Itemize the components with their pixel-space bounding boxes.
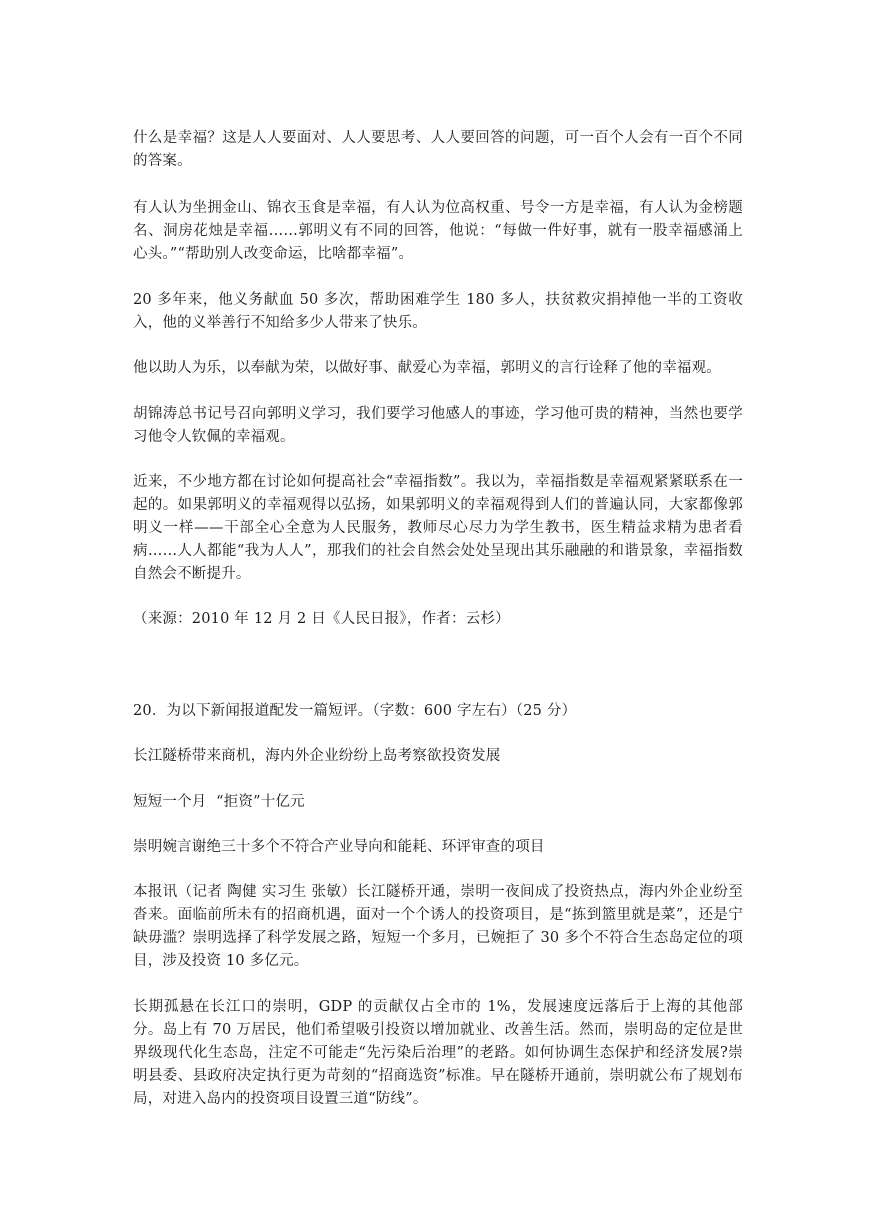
news-body-paragraph-2: 长期孤悬在长江口的崇明，GDP 的贡献仅占全市的 1%，发展速度远落后于上海的其他部分。岛上有 70 万居民，他们希望吸引投资以增加就业、改善生活。然而，崇明岛的定位是世界级现代化生态岛，注定不可能走“先污染后治理”的老路。如何协调生态保护和经济发展?崇明县委、县政府决定执行更为苛刻的“招商选资”标准。早在隧桥开通前，崇明就公布了规划布局，对进入岛内的投资项目设置三道“防线”。 [133, 999, 743, 1107]
paragraph-learn-from-guo: 胡锦涛总书记号召向郭明义学习，我们要学习他感人的事迹，学习他可贵的精神，当然也要学习他令人钦佩的幸福观。 [133, 406, 743, 445]
news-headline-main: 长江隧桥带来商机，海内外企业纷纷上岛考察欲投资发展 [133, 748, 501, 764]
news-headline-sub: 短短一个月 “拒资”十亿元 [133, 794, 305, 810]
news-body-paragraph-1: 本报讯（记者 陶健 实习生 张敏）长江隧桥开通，崇明一夜间成了投资热点，海内外企业纷至沓来。面临前所未有的招商机遇，面对一个个诱人的投资项目，是“拣到篮里就是菜”，还是宁缺毋滥？崇明选择了科学发展之路，短短一个多月，已婉拒了 30 多个不符合生态岛定位的项目，涉及投资 10 多亿元。 [133, 884, 743, 969]
paragraph-what-is-happiness: 什么是幸福？这是人人要面对、人人要思考、人人要回答的问题，可一百个人会有一百个不同的答案。 [133, 130, 743, 169]
news-headline-deck: 崇明婉言谢绝三十多个不符合产业导向和能耗、环评审查的项目 [133, 839, 545, 855]
article-source: （来源：2010 年 12 月 2 日《人民日报》，作者：云杉） [133, 611, 510, 627]
paragraph-blood-donation: 20 多年来，他义务献血 50 多次，帮助困难学生 180 多人，扶贫救灾捐掉他一半的工资收入，他的义举善行不知给多少人带来了快乐。 [133, 292, 743, 331]
paragraph-views-of-happiness: 有人认为坐拥金山、锦衣玉食是幸福，有人认为位高权重、号令一方是幸福，有人认为金榜题名、洞房花烛是幸福……郭明义有不同的回答，他说：“每做一件好事，就有一股幸福感涌上心头。”“帮助别人改变命运，比啥都幸福”。 [133, 200, 743, 262]
paragraph-helping-others: 他以助人为乐，以奉献为荣，以做好事、献爱心为幸福，郭明义的言行诠释了他的幸福观。 [133, 360, 721, 376]
paragraph-happiness-index: 近来，不少地方都在讨论如何提高社会“幸福指数”。我以为，幸福指数是幸福观紧紧联系在一起的。如果郭明义的幸福观得以弘扬，如果郭明义的幸福观得到人们的普遍认同，大家都像郭明义一样——干部全心全意为人民服务，教师尽心尽力为学生教书，医生精益求精为患者看病……人人都能“我为人人”，那我们的社会自然会处处呈现出其乐融融的和谐景象，幸福指数自然会不断提升。 [133, 474, 743, 582]
question-prompt: 20．为以下新闻报道配发一篇短评。（字数：600 字左右）（25 分） [133, 703, 577, 719]
